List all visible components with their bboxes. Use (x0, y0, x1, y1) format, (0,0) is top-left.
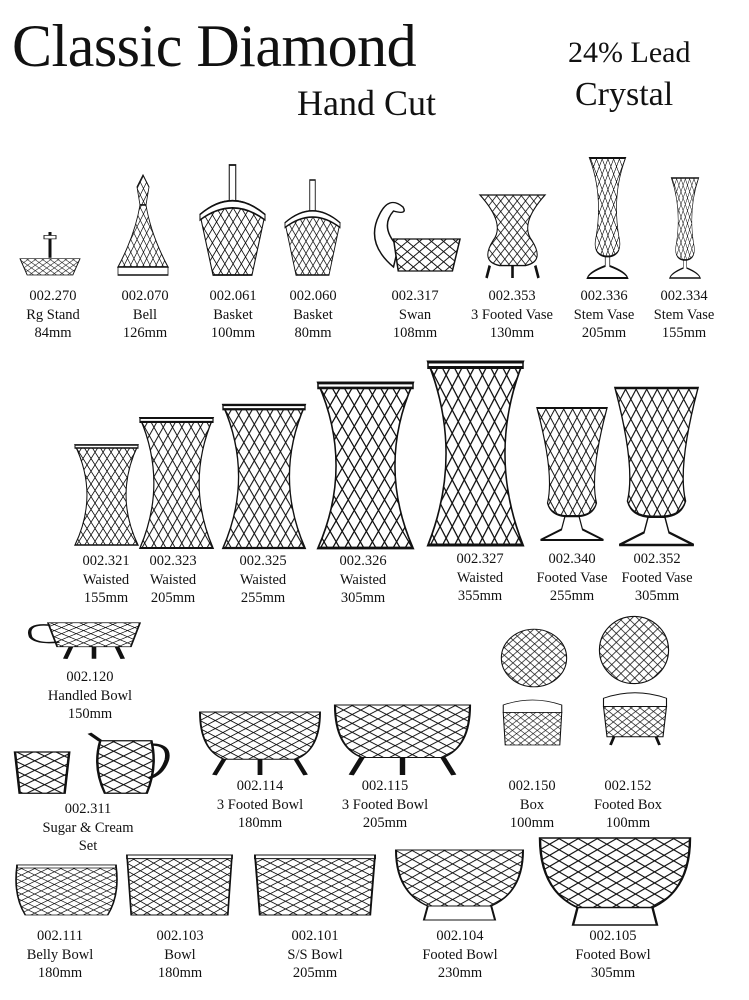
product-caption (654, 287, 715, 343)
product-caption (391, 287, 438, 343)
product-caption (342, 777, 428, 833)
product-name: S/S Bowl (287, 946, 343, 963)
waisted-crystal-illustration (318, 383, 413, 548)
product-size: 230mm (437, 965, 483, 981)
product-name: Footed Box (593, 796, 663, 813)
boxtop-crystal-illustration (500, 628, 568, 688)
product-caption (26, 287, 80, 343)
product-name: 3 Footed Bowl (216, 796, 304, 813)
product-name: Footed Vase (536, 569, 608, 586)
product-code: 002.326 (339, 553, 387, 569)
product-size: 180mm (157, 965, 203, 981)
product-size: 205mm (581, 325, 627, 341)
product-size: 305mm (634, 588, 680, 604)
waisted-crystal-illustration (428, 362, 523, 545)
product-code: 002.323 (149, 553, 197, 569)
product-size: 180mm (37, 965, 83, 981)
product-code: 002.325 (239, 553, 287, 569)
product-caption (339, 552, 386, 608)
product-code: 002.152 (604, 778, 652, 794)
product-size: 155mm (83, 590, 129, 606)
product-size: 130mm (489, 325, 535, 341)
footedbowl-crystal-illustration (540, 838, 690, 925)
product-size: 355mm (457, 588, 503, 604)
product-name: Bell (132, 306, 158, 323)
product-name: Waisted (339, 571, 387, 588)
product-code: 002.270 (29, 288, 77, 304)
product-code: 002.336 (580, 288, 628, 304)
product-code: 002.103 (156, 928, 204, 944)
product-name: Bowl (164, 946, 196, 963)
product-code: 002.150 (508, 778, 556, 794)
product-caption (48, 668, 132, 724)
product-caption (456, 550, 503, 606)
product-caption (471, 287, 553, 343)
product-name: Stem Vase (653, 306, 715, 323)
catalog-subtitle: Hand Cut (297, 83, 436, 123)
product-size: 150mm (67, 706, 113, 722)
product-caption (82, 552, 129, 608)
product-size: 255mm (549, 588, 595, 604)
product-code: 002.115 (361, 778, 409, 794)
handled-crystal-illustration (25, 618, 140, 666)
product-caption (209, 287, 256, 343)
product-size: 100mm (210, 325, 256, 341)
product-caption (575, 927, 650, 983)
product-size: 205mm (150, 590, 196, 606)
footbowl-crystal-illustration (200, 712, 320, 775)
product-code: 002.340 (548, 551, 596, 567)
waisted-crystal-illustration (140, 418, 213, 548)
product-name: Sugar & Cream (42, 819, 134, 836)
product-name: Handled Bowl (47, 687, 133, 704)
product-caption (621, 550, 692, 606)
sugar-crystal-illustration (15, 722, 170, 797)
product-size: 305mm (590, 965, 636, 981)
product-code: 002.114 (236, 778, 284, 794)
product-name: Basket (293, 306, 333, 323)
product-code: 002.061 (209, 288, 257, 304)
product-code: 002.334 (660, 288, 708, 304)
product-size: 255mm (240, 590, 286, 606)
basket-crystal-illustration (285, 180, 340, 275)
belly-crystal-illustration (15, 865, 118, 915)
product-size: 205mm (292, 965, 338, 981)
product-code: 002.111 (36, 928, 84, 944)
product-code: 002.120 (66, 669, 114, 685)
product-size: 126mm (122, 325, 168, 341)
product-name: Waisted (456, 569, 504, 586)
basket-crystal-illustration (200, 165, 265, 275)
product-name: Footed Bowl (422, 946, 498, 963)
product-size: 180mm (237, 815, 283, 831)
product-caption (536, 550, 607, 606)
product-code: 002.352 (633, 551, 681, 567)
product-name: Stem Vase (573, 306, 635, 323)
product-name: Waisted (82, 571, 130, 588)
bowl-crystal-illustration (255, 855, 375, 915)
swan-crystal-illustration (365, 195, 460, 275)
stem-crystal-illustration (668, 178, 702, 278)
stem-crystal-illustration (585, 158, 630, 278)
product-size: 100mm (509, 815, 555, 831)
product-caption (239, 552, 286, 608)
product-caption (422, 927, 497, 983)
product-name: Waisted (149, 571, 197, 588)
product-code: 002.104 (436, 928, 484, 944)
product-size: Set (78, 838, 98, 854)
product-name: Basket (213, 306, 253, 323)
product-code: 002.353 (488, 288, 536, 304)
product-code: 002.311 (64, 801, 112, 817)
product-name: Rg Stand (26, 306, 80, 323)
product-name: 3 Footed Vase (471, 306, 553, 323)
waisted-crystal-illustration (75, 445, 138, 545)
product-name: 3 Footed Bowl (341, 796, 429, 813)
product-size: 108mm (392, 325, 438, 341)
stand-crystal-illustration (20, 232, 80, 275)
product-caption (149, 552, 196, 608)
product-caption (287, 927, 342, 983)
product-caption (574, 287, 635, 343)
material-label: Crystal (575, 76, 674, 113)
product-size: 305mm (340, 590, 386, 606)
product-size: 84mm (34, 325, 72, 341)
product-name: Footed Bowl (575, 946, 651, 963)
footbox-crystal-illustration (600, 690, 670, 745)
product-caption (156, 927, 203, 983)
footedvase-crystal-illustration (615, 388, 698, 545)
product-caption (594, 777, 662, 833)
product-code: 002.060 (289, 288, 337, 304)
product-code: 002.101 (291, 928, 339, 944)
bell-crystal-illustration (118, 175, 168, 275)
catalog-title: Classic Diamond (12, 13, 417, 79)
product-code: 002.070 (121, 288, 169, 304)
product-name: Waisted (239, 571, 287, 588)
product-size: 80mm (294, 325, 332, 341)
product-caption (27, 927, 93, 983)
product-code: 002.317 (391, 288, 439, 304)
product-name: Box (519, 796, 545, 813)
boxtop-crystal-illustration (598, 615, 670, 685)
product-name: Belly Bowl (26, 946, 94, 963)
product-caption (508, 777, 555, 833)
product-size: 100mm (605, 815, 651, 831)
product-size: 155mm (661, 325, 707, 341)
footbowl-crystal-illustration (335, 705, 470, 775)
footedbowl-crystal-illustration (396, 850, 523, 920)
product-size: 205mm (362, 815, 408, 831)
box-crystal-illustration (500, 695, 565, 745)
product-name: Footed Vase (621, 569, 693, 586)
product-code: 002.105 (589, 928, 637, 944)
waisted-crystal-illustration (223, 405, 305, 548)
product-caption (121, 287, 168, 343)
product-name: Swan (398, 306, 432, 323)
footedvase-crystal-illustration (537, 408, 607, 540)
bowl-crystal-illustration (127, 855, 232, 915)
product-caption (289, 287, 336, 343)
product-caption (42, 800, 133, 856)
product-caption (217, 777, 303, 833)
product-code: 002.327 (456, 551, 504, 567)
product-code: 002.321 (82, 553, 130, 569)
lead-content: 24% Lead (568, 36, 691, 69)
footvase-crystal-illustration (480, 195, 545, 278)
